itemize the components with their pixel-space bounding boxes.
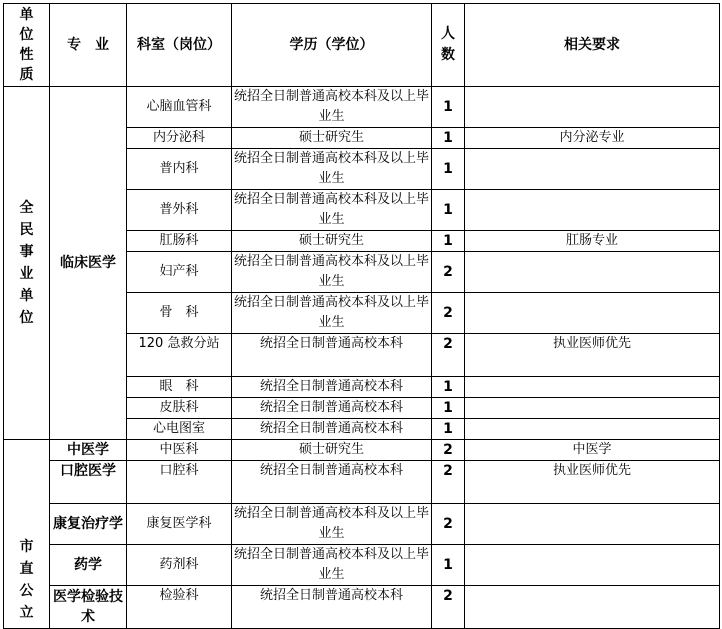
- education-cell: 硕士研究生: [232, 231, 432, 252]
- requirements-cell: [465, 149, 720, 190]
- count-cell: 1: [432, 190, 465, 231]
- department-cell: 中医科: [127, 440, 232, 461]
- requirements-cell: [465, 377, 720, 398]
- count-cell: 2: [432, 586, 465, 629]
- education-cell: 统招全日制普通高校本科及以上毕业生: [232, 504, 432, 545]
- requirements-cell: 中医学: [465, 440, 720, 461]
- header-row: [4, 4, 720, 87]
- requirements-cell: 执业医师优先: [465, 461, 720, 504]
- table-row: [4, 440, 720, 461]
- count-cell: 1: [432, 149, 465, 190]
- requirements-cell: [465, 586, 720, 629]
- header-requirements: 相关要求: [465, 4, 720, 87]
- header-major: 专 业: [50, 4, 127, 87]
- count-cell: 1: [432, 87, 465, 128]
- department-cell: 内分泌科: [127, 128, 232, 149]
- major-tcm: 中医学: [50, 440, 127, 461]
- department-cell: 眼 科: [127, 377, 232, 398]
- count-cell: 2: [432, 440, 465, 461]
- education-cell: 硕士研究生: [232, 128, 432, 149]
- requirements-cell: [465, 252, 720, 293]
- requirements-cell: [465, 545, 720, 586]
- education-cell: 统招全日制普通高校本科及以上毕业生: [232, 190, 432, 231]
- table-row: [4, 504, 720, 545]
- count-cell: 1: [432, 419, 465, 440]
- education-cell: 统招全日制普通高校本科及以上毕业生: [232, 149, 432, 190]
- count-cell: 2: [432, 252, 465, 293]
- department-cell: 肛肠科: [127, 231, 232, 252]
- count-cell: 2: [432, 461, 465, 504]
- requirements-cell: [465, 293, 720, 334]
- department-cell: 120 急救分站: [127, 334, 232, 377]
- education-cell: 统招全日制普通高校本科: [232, 419, 432, 440]
- count-cell: 1: [432, 128, 465, 149]
- recruitment-table: [3, 3, 720, 629]
- department-cell: 口腔科: [127, 461, 232, 504]
- count-cell: 2: [432, 334, 465, 377]
- count-cell: 1: [432, 231, 465, 252]
- education-cell: 统招全日制普通高校本科: [232, 398, 432, 419]
- education-cell: 统招全日制普通高校本科及以上毕业生: [232, 252, 432, 293]
- department-cell: 妇产科: [127, 252, 232, 293]
- department-cell: 药剂科: [127, 545, 232, 586]
- unit-group-2: 市 直 公 立: [4, 440, 50, 629]
- header-unit-type: 单 位 性 质: [4, 4, 50, 87]
- education-cell: 统招全日制普通高校本科及以上毕业生: [232, 87, 432, 128]
- requirements-cell: [465, 398, 720, 419]
- education-cell: 硕士研究生: [232, 440, 432, 461]
- major-dental: 口腔医学: [50, 461, 127, 504]
- requirements-cell: [465, 87, 720, 128]
- unit-group-1: 全 民 事 业 单 位: [4, 87, 50, 440]
- requirements-cell: 执业医师优先: [465, 334, 720, 377]
- requirements-cell: 内分泌专业: [465, 128, 720, 149]
- count-cell: 2: [432, 504, 465, 545]
- count-cell: 2: [432, 293, 465, 334]
- department-cell: 皮肤科: [127, 398, 232, 419]
- table-row: [4, 545, 720, 586]
- education-cell: 统招全日制普通高校本科: [232, 334, 432, 377]
- header-department: 科室（岗位）: [127, 4, 232, 87]
- count-cell: 1: [432, 398, 465, 419]
- department-cell: 心脑血管科: [127, 87, 232, 128]
- count-cell: 1: [432, 377, 465, 398]
- major-rehab: 康复治疗学: [50, 504, 127, 545]
- major-clinical: 临床医学: [50, 87, 127, 440]
- education-cell: 统招全日制普通高校本科及以上毕业生: [232, 545, 432, 586]
- major-pharmacy: 药学: [50, 545, 127, 586]
- department-cell: 康复医学科: [127, 504, 232, 545]
- header-education: 学历（学位）: [232, 4, 432, 87]
- requirements-cell: [465, 190, 720, 231]
- education-cell: 统招全日制普通高校本科: [232, 377, 432, 398]
- requirements-cell: 肛肠专业: [465, 231, 720, 252]
- department-cell: 普内科: [127, 149, 232, 190]
- major-lab: 医学检验技术: [50, 586, 127, 629]
- department-cell: 骨 科: [127, 293, 232, 334]
- requirements-cell: [465, 419, 720, 440]
- header-count: 人 数: [432, 4, 465, 87]
- education-cell: 统招全日制普通高校本科及以上毕业生: [232, 293, 432, 334]
- requirements-cell: [465, 504, 720, 545]
- table-row: [4, 586, 720, 629]
- department-cell: 普外科: [127, 190, 232, 231]
- department-cell: 心电图室: [127, 419, 232, 440]
- table-row: [4, 87, 720, 128]
- department-cell: 检验科: [127, 586, 232, 629]
- education-cell: 统招全日制普通高校本科: [232, 586, 432, 629]
- count-cell: 1: [432, 545, 465, 586]
- table-row: [4, 461, 720, 504]
- education-cell: 统招全日制普通高校本科: [232, 461, 432, 504]
